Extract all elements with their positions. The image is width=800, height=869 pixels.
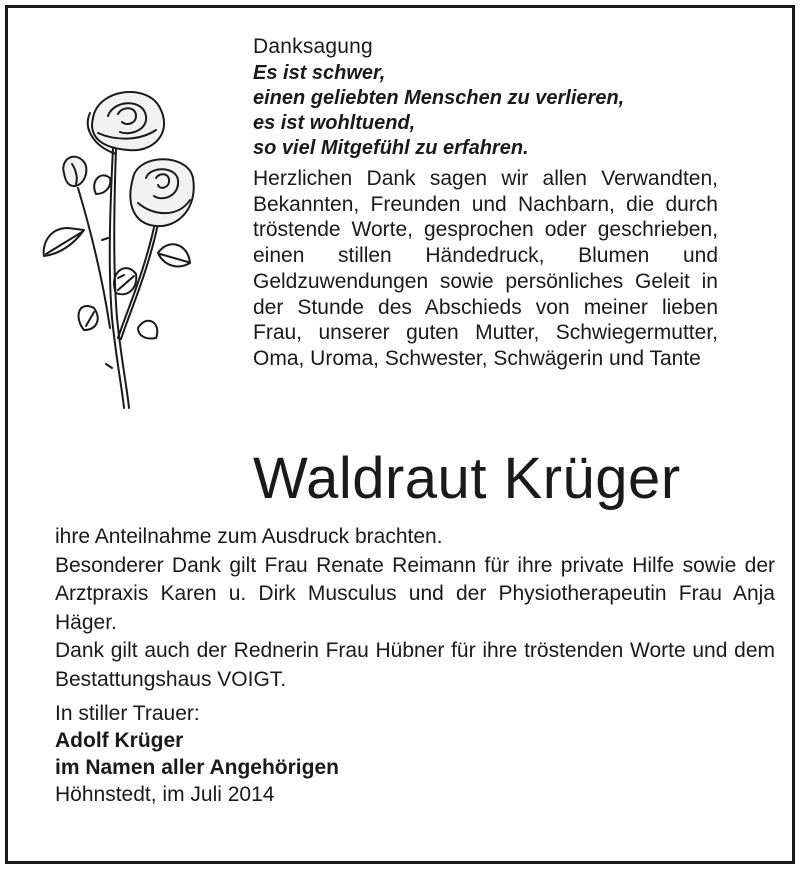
verse-line: Es ist schwer, xyxy=(253,62,386,84)
verse-line: einen geliebten Menschen zu verlieren, xyxy=(253,87,625,109)
verse-line: so viel Mitgefühl zu erfahren. xyxy=(253,137,529,159)
place-date: Höhnstedt, im Juli 2014 xyxy=(55,783,275,806)
verse-line: es ist wohltuend, xyxy=(253,112,416,134)
rose-illustration-icon xyxy=(38,78,198,428)
mourning-label: In stiller Trauer: xyxy=(55,702,200,725)
top-text-block xyxy=(253,34,718,372)
continuation-text: ihre Anteilnahme zum Ausdruck brachten. xyxy=(55,525,443,548)
notice-heading: Danksagung xyxy=(253,35,373,58)
further-thanks-paragraph: Dank gilt auch der Rednerin Frau Hübner für ihre tröstenden Worte und dem Bestattungshaus VOIGT. xyxy=(55,639,775,691)
signature-block xyxy=(55,700,775,808)
special-thanks-paragraph: Besonderer Dank gilt Frau Renate Reimann für ihre private Hilfe sowie der Arztpraxis Karen u. Dirk Musculus und der Physiotherapeutin Frau Anja Häger. xyxy=(55,553,775,634)
bottom-text-block xyxy=(55,523,775,808)
deceased-name: Waldraut Krüger xyxy=(253,446,681,511)
signer-note: im Namen aller Angehörigen xyxy=(55,756,339,779)
thanks-paragraph: Herzlichen Dank sagen wir allen Verwandten, Bekannten, Freunden und Nachbarn, die durch tröstende Worte, gesprochen oder geschrieben, einen stillen Händedruck, Blumen und Geldzuwendungen sowie persönliches Geleit in der Stunde des Abschieds von meiner lieben Frau, unserer guten Mutter, Schwiegermutter, Oma, Uroma, Schwester, Schwägerin und Tante xyxy=(253,167,718,370)
verse xyxy=(253,61,718,161)
signer-name: Adolf Krüger xyxy=(55,729,184,752)
